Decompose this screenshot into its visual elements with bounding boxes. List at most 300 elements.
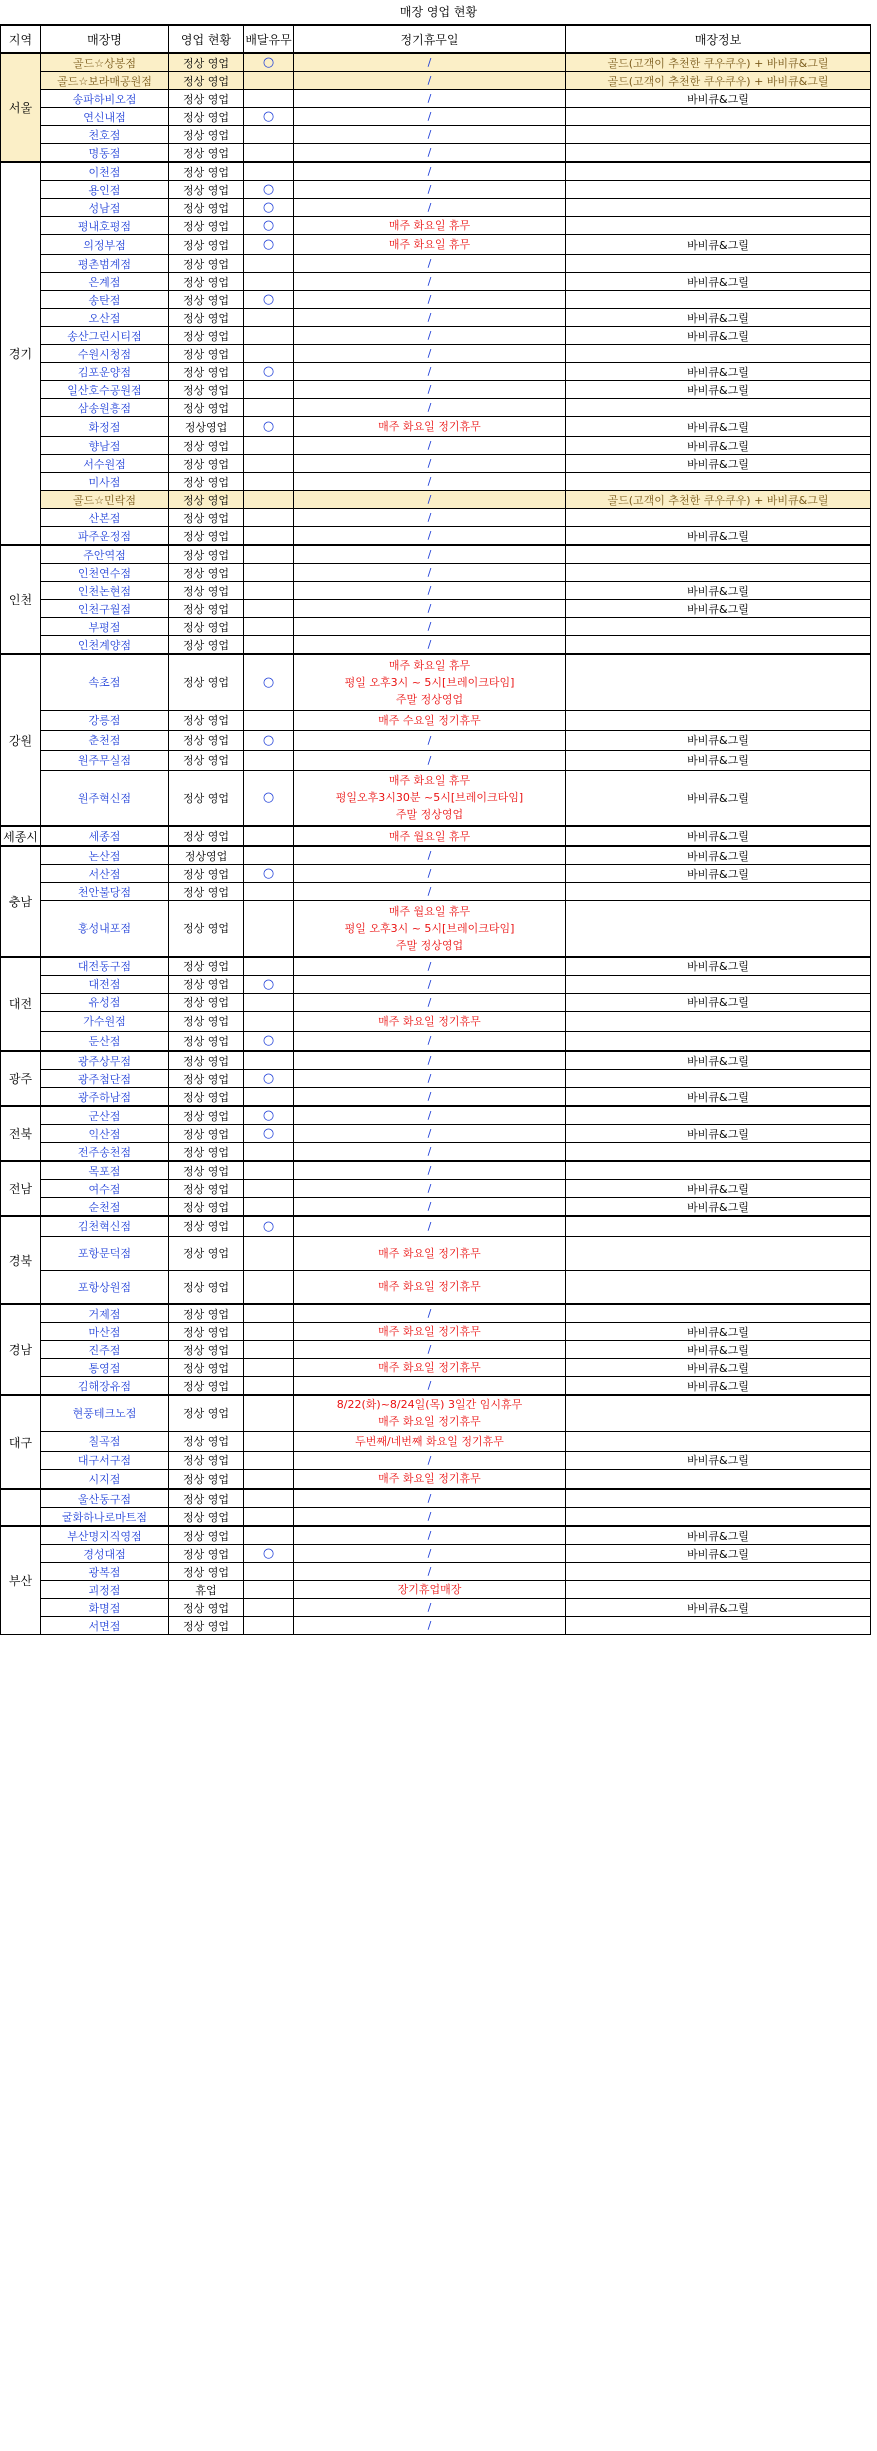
store-info: 바비큐&그릴 bbox=[566, 1377, 871, 1396]
store-status: 정상 영업 bbox=[169, 1526, 244, 1545]
store-info bbox=[566, 710, 871, 730]
store-status: 정상 영업 bbox=[169, 975, 244, 993]
holiday-cell bbox=[294, 1180, 566, 1198]
holiday-none: / bbox=[427, 347, 432, 360]
store-info bbox=[566, 1106, 871, 1125]
store-name: 유성점 bbox=[41, 993, 169, 1011]
store-status: 정상 영업 bbox=[169, 1599, 244, 1617]
store-info bbox=[566, 1143, 871, 1162]
holiday-cell bbox=[294, 1198, 566, 1217]
holiday-line: 평일 오후3시 ~ 5시[브레이크타임] bbox=[344, 675, 515, 689]
table-row bbox=[1, 1377, 871, 1396]
delivery-cell bbox=[244, 1088, 294, 1107]
holiday-cell bbox=[294, 144, 566, 163]
holiday-cell bbox=[294, 1395, 566, 1431]
holiday-line: 매주 화요일 정기휴무 bbox=[378, 1014, 481, 1028]
holiday-cell bbox=[294, 181, 566, 199]
store-status: 정상 영업 bbox=[169, 770, 244, 826]
store-status: 정상 영업 bbox=[169, 957, 244, 976]
holiday-cell bbox=[294, 72, 566, 90]
delivery-cell bbox=[244, 1143, 294, 1162]
delivery-cell bbox=[244, 636, 294, 655]
holiday-none: / bbox=[427, 1109, 432, 1122]
store-name: 속초점 bbox=[41, 654, 169, 710]
table-row bbox=[1, 730, 871, 750]
store-info bbox=[566, 473, 871, 491]
delivery-cell bbox=[244, 770, 294, 826]
delivery-mark: ○ bbox=[262, 1071, 275, 1086]
header-status: 영업 현황 bbox=[169, 25, 244, 53]
store-name: 평내호평점 bbox=[41, 217, 169, 235]
holiday-line: 매주 화요일 휴무 bbox=[388, 774, 471, 788]
holiday-cell bbox=[294, 53, 566, 72]
holiday-line: 평일오후3시30분 ~5시[브레이크타임] bbox=[335, 791, 524, 805]
store-status: 정상 영업 bbox=[169, 618, 244, 636]
holiday-line: 두번째/네번째 화요일 정기휴무 bbox=[355, 1434, 504, 1448]
store-name: 둔산점 bbox=[41, 1031, 169, 1051]
holiday-cell bbox=[294, 327, 566, 345]
holiday-none: / bbox=[427, 977, 432, 991]
store-name: 진주점 bbox=[41, 1341, 169, 1359]
delivery-mark: ○ bbox=[262, 1033, 275, 1049]
table-row bbox=[1, 199, 871, 217]
delivery-cell bbox=[244, 399, 294, 417]
delivery-cell bbox=[244, 1270, 294, 1304]
delivery-cell bbox=[244, 957, 294, 976]
holiday-cell bbox=[294, 1304, 566, 1323]
store-name: 이천점 bbox=[41, 162, 169, 181]
delivery-cell bbox=[244, 1031, 294, 1051]
holiday-cell bbox=[294, 901, 566, 957]
store-status: 정상 영업 bbox=[169, 993, 244, 1011]
store-table bbox=[0, 24, 871, 1635]
delivery-cell bbox=[244, 846, 294, 865]
store-name: 시지점 bbox=[41, 1469, 169, 1489]
holiday-cell bbox=[294, 1599, 566, 1617]
region-cell: 경북 bbox=[1, 1216, 41, 1304]
store-status: 정상 영업 bbox=[169, 1431, 244, 1451]
header-store-name: 매장명 bbox=[41, 25, 169, 53]
store-status: 정상 영업 bbox=[169, 273, 244, 291]
holiday-cell bbox=[294, 1161, 566, 1180]
delivery-mark: ○ bbox=[262, 237, 275, 252]
delivery-mark: ○ bbox=[262, 292, 275, 307]
holiday-cell bbox=[294, 417, 566, 437]
holiday-cell bbox=[294, 1216, 566, 1236]
delivery-cell bbox=[244, 975, 294, 993]
delivery-mark: ○ bbox=[262, 109, 275, 124]
holiday-cell bbox=[294, 235, 566, 255]
store-status: 정상 영업 bbox=[169, 582, 244, 600]
store-name: 의정부점 bbox=[41, 235, 169, 255]
store-name: 김포운양점 bbox=[41, 363, 169, 381]
store-info: 바비큐&그릴 bbox=[566, 417, 871, 437]
holiday-none: / bbox=[427, 529, 432, 542]
store-info bbox=[566, 883, 871, 901]
store-name: 연신내점 bbox=[41, 108, 169, 126]
store-name: 파주운정점 bbox=[41, 527, 169, 546]
delivery-mark: ○ bbox=[262, 1108, 275, 1123]
delivery-cell bbox=[244, 126, 294, 144]
delivery-cell bbox=[244, 993, 294, 1011]
store-status: 정상 영업 bbox=[169, 1088, 244, 1107]
store-name: 골드☆보라매공원점 bbox=[41, 72, 169, 90]
store-name: 산본점 bbox=[41, 509, 169, 527]
store-name: 칠곡점 bbox=[41, 1431, 169, 1451]
delivery-mark: ○ bbox=[262, 182, 275, 197]
store-info: 골드(고객이 추천한 쿠우쿠우) + 바비큐&그릴 bbox=[566, 72, 871, 90]
holiday-none: / bbox=[427, 849, 432, 862]
holiday-cell bbox=[294, 437, 566, 455]
holiday-cell bbox=[294, 1270, 566, 1304]
table-row bbox=[1, 1545, 871, 1563]
header-delivery: 배달유무 bbox=[244, 25, 294, 53]
table-row bbox=[1, 883, 871, 901]
holiday-none: / bbox=[427, 1164, 432, 1177]
table-row bbox=[1, 1563, 871, 1581]
holiday-cell bbox=[294, 1143, 566, 1162]
delivery-cell bbox=[244, 1198, 294, 1217]
store-name: 인천구월점 bbox=[41, 600, 169, 618]
region-cell: 대전 bbox=[1, 957, 41, 1052]
delivery-cell bbox=[244, 345, 294, 363]
store-name: 울산동구점 bbox=[41, 1489, 169, 1508]
store-info bbox=[566, 1236, 871, 1270]
holiday-cell bbox=[294, 90, 566, 108]
delivery-cell bbox=[244, 473, 294, 491]
store-info: 바비큐&그릴 bbox=[566, 1180, 871, 1198]
delivery-cell bbox=[244, 162, 294, 181]
table-row bbox=[1, 126, 871, 144]
store-status: 정상 영업 bbox=[169, 564, 244, 582]
delivery-mark: ○ bbox=[262, 866, 275, 881]
table-row bbox=[1, 1469, 871, 1489]
holiday-cell bbox=[294, 1070, 566, 1088]
store-info bbox=[566, 1216, 871, 1236]
holiday-none: / bbox=[427, 885, 432, 898]
store-status: 정상 영업 bbox=[169, 826, 244, 846]
holiday-cell bbox=[294, 255, 566, 273]
delivery-cell bbox=[244, 217, 294, 235]
delivery-cell bbox=[244, 1051, 294, 1070]
store-info bbox=[566, 345, 871, 363]
delivery-mark: ○ bbox=[262, 218, 275, 233]
store-info: 바비큐&그릴 bbox=[566, 327, 871, 345]
table-row bbox=[1, 1451, 871, 1469]
store-status: 정상 영업 bbox=[169, 527, 244, 546]
store-name: 괴정점 bbox=[41, 1581, 169, 1599]
store-info bbox=[566, 545, 871, 564]
region-cell: 전남 bbox=[1, 1161, 41, 1216]
holiday-cell bbox=[294, 1031, 566, 1051]
store-name: 포항문덕점 bbox=[41, 1236, 169, 1270]
store-name: 광주첨단점 bbox=[41, 1070, 169, 1088]
table-row bbox=[1, 1617, 871, 1635]
table-row bbox=[1, 1431, 871, 1451]
store-info: 바비큐&그릴 bbox=[566, 993, 871, 1011]
delivery-cell bbox=[244, 600, 294, 618]
store-status: 정상 영업 bbox=[169, 162, 244, 181]
store-status: 정상 영업 bbox=[169, 636, 244, 655]
delivery-cell bbox=[244, 1599, 294, 1617]
region-cell: 인천 bbox=[1, 545, 41, 654]
delivery-cell bbox=[244, 181, 294, 199]
page-title: 매장 영업 현황 bbox=[399, 5, 478, 19]
store-status: 정상 영업 bbox=[169, 600, 244, 618]
holiday-none: / bbox=[427, 511, 432, 524]
store-info: 바비큐&그릴 bbox=[566, 527, 871, 546]
region-cell: 충남 bbox=[1, 846, 41, 957]
store-info bbox=[566, 618, 871, 636]
store-info: 바비큐&그릴 bbox=[566, 309, 871, 327]
holiday-none: / bbox=[427, 1145, 432, 1158]
store-name: 인천논현점 bbox=[41, 582, 169, 600]
holiday-cell bbox=[294, 846, 566, 865]
table-row bbox=[1, 1236, 871, 1270]
holiday-none: / bbox=[427, 1127, 432, 1140]
table-row bbox=[1, 826, 871, 846]
store-info: 바비큐&그릴 bbox=[566, 846, 871, 865]
store-name: 경성대점 bbox=[41, 1545, 169, 1563]
store-status: 정상 영업 bbox=[169, 1377, 244, 1396]
delivery-cell bbox=[244, 509, 294, 527]
store-info: 바비큐&그릴 bbox=[566, 730, 871, 750]
header-store-info: 매장정보 bbox=[566, 25, 871, 53]
store-name: 세종점 bbox=[41, 826, 169, 846]
store-status: 정상 영업 bbox=[169, 1545, 244, 1563]
holiday-none: / bbox=[427, 1619, 432, 1632]
holiday-cell bbox=[294, 826, 566, 846]
store-name: 대전점 bbox=[41, 975, 169, 993]
table-row bbox=[1, 618, 871, 636]
store-status: 정상 영업 bbox=[169, 1508, 244, 1527]
table-row bbox=[1, 527, 871, 546]
store-info bbox=[566, 901, 871, 957]
holiday-line: 매주 화요일 휴무 bbox=[388, 238, 471, 251]
store-info bbox=[566, 975, 871, 993]
store-status: 정상 영업 bbox=[169, 1216, 244, 1236]
delivery-cell bbox=[244, 865, 294, 883]
store-info bbox=[566, 1031, 871, 1051]
delivery-cell bbox=[244, 1431, 294, 1451]
holiday-cell bbox=[294, 1581, 566, 1599]
table-row bbox=[1, 545, 871, 564]
holiday-cell bbox=[294, 473, 566, 491]
store-name: 부산명지직영점 bbox=[41, 1526, 169, 1545]
holiday-none: / bbox=[427, 1307, 432, 1320]
store-name: 군산점 bbox=[41, 1106, 169, 1125]
delivery-mark: ○ bbox=[262, 1546, 275, 1561]
store-info bbox=[566, 162, 871, 181]
delivery-cell bbox=[244, 1469, 294, 1489]
header-row bbox=[1, 25, 871, 53]
region-cell: 광주 bbox=[1, 1051, 41, 1106]
holiday-none: / bbox=[427, 1529, 432, 1542]
delivery-cell bbox=[244, 437, 294, 455]
delivery-cell bbox=[244, 527, 294, 546]
table-row bbox=[1, 381, 871, 399]
store-status: 정상 영업 bbox=[169, 235, 244, 255]
delivery-cell bbox=[244, 883, 294, 901]
delivery-cell bbox=[244, 750, 294, 770]
store-name: 화정점 bbox=[41, 417, 169, 437]
store-status: 정상 영업 bbox=[169, 1395, 244, 1431]
store-info: 골드(고객이 추천한 쿠우쿠우) + 바비큐&그릴 bbox=[566, 53, 871, 72]
store-info bbox=[566, 1617, 871, 1635]
table-row bbox=[1, 1270, 871, 1304]
table-row bbox=[1, 750, 871, 770]
table-row bbox=[1, 1106, 871, 1125]
store-info bbox=[566, 217, 871, 235]
holiday-cell bbox=[294, 564, 566, 582]
store-name: 삼송원흥점 bbox=[41, 399, 169, 417]
table-row bbox=[1, 455, 871, 473]
holiday-none: / bbox=[427, 1343, 432, 1356]
store-name: 순천점 bbox=[41, 1198, 169, 1217]
store-name: 서수원점 bbox=[41, 455, 169, 473]
store-status: 정상 영업 bbox=[169, 1125, 244, 1143]
store-status: 정상영업 bbox=[169, 417, 244, 437]
delivery-cell bbox=[244, 1011, 294, 1031]
store-status: 정상 영업 bbox=[169, 363, 244, 381]
store-info: 바비큐&그릴 bbox=[566, 826, 871, 846]
store-name: 광주상무점 bbox=[41, 1051, 169, 1070]
delivery-mark: ○ bbox=[262, 1218, 275, 1234]
holiday-cell bbox=[294, 600, 566, 618]
store-status: 정상 영업 bbox=[169, 1070, 244, 1088]
table-row bbox=[1, 1508, 871, 1527]
holiday-none: / bbox=[427, 1034, 432, 1048]
header-holiday: 정기휴무일 bbox=[294, 25, 566, 53]
store-name: 향남점 bbox=[41, 437, 169, 455]
store-name: 포항상원점 bbox=[41, 1270, 169, 1304]
holiday-none: / bbox=[427, 638, 432, 651]
holiday-cell bbox=[294, 309, 566, 327]
store-info bbox=[566, 126, 871, 144]
holiday-line: 주말 정상영업 bbox=[395, 938, 464, 952]
store-name: 대구서구점 bbox=[41, 1451, 169, 1469]
table-row bbox=[1, 1581, 871, 1599]
holiday-cell bbox=[294, 399, 566, 417]
delivery-cell bbox=[244, 564, 294, 582]
table-row bbox=[1, 1599, 871, 1617]
holiday-cell bbox=[294, 1106, 566, 1125]
table-row bbox=[1, 1088, 871, 1107]
store-info bbox=[566, 1489, 871, 1508]
store-info: 바비큐&그릴 bbox=[566, 273, 871, 291]
table-row bbox=[1, 865, 871, 883]
holiday-none: / bbox=[427, 311, 432, 324]
holiday-none: / bbox=[427, 1565, 432, 1578]
store-info: 바비큐&그릴 bbox=[566, 1341, 871, 1359]
store-name: 광주하남점 bbox=[41, 1088, 169, 1107]
store-name: 굴화하나로마트점 bbox=[41, 1508, 169, 1527]
store-info bbox=[566, 636, 871, 655]
holiday-line: 주말 정상영업 bbox=[395, 692, 464, 706]
store-info: 바비큐&그릴 bbox=[566, 1526, 871, 1545]
delivery-cell bbox=[244, 327, 294, 345]
holiday-cell bbox=[294, 1431, 566, 1451]
delivery-cell bbox=[244, 1304, 294, 1323]
store-info: 바비큐&그릴 bbox=[566, 582, 871, 600]
store-info bbox=[566, 291, 871, 309]
table-row bbox=[1, 1489, 871, 1508]
holiday-none: / bbox=[427, 439, 432, 452]
store-status: 정상 영업 bbox=[169, 473, 244, 491]
table-row bbox=[1, 654, 871, 710]
store-info bbox=[566, 181, 871, 199]
table-row bbox=[1, 1526, 871, 1545]
delivery-cell bbox=[244, 108, 294, 126]
holiday-cell bbox=[294, 636, 566, 655]
store-name: 전주송천점 bbox=[41, 1143, 169, 1162]
store-status: 정상 영업 bbox=[169, 1031, 244, 1051]
store-status: 정상 영업 bbox=[169, 217, 244, 235]
store-info bbox=[566, 1161, 871, 1180]
region-cell: 세종시 bbox=[1, 826, 41, 846]
store-info: 바비큐&그릴 bbox=[566, 455, 871, 473]
store-name: 명동점 bbox=[41, 144, 169, 163]
table-row bbox=[1, 1304, 871, 1323]
holiday-none: / bbox=[427, 995, 432, 1009]
delivery-cell bbox=[244, 291, 294, 309]
table-row bbox=[1, 1323, 871, 1341]
table-row bbox=[1, 181, 871, 199]
store-status: 정상 영업 bbox=[169, 1617, 244, 1635]
store-name: 천안불당점 bbox=[41, 883, 169, 901]
store-info: 바비큐&그릴 bbox=[566, 1545, 871, 1563]
table-row bbox=[1, 144, 871, 163]
table-row bbox=[1, 273, 871, 291]
store-status: 정상 영업 bbox=[169, 491, 244, 509]
store-status: 정상 영업 bbox=[169, 730, 244, 750]
store-status: 정상 영업 bbox=[169, 883, 244, 901]
holiday-none: / bbox=[427, 401, 432, 414]
delivery-cell bbox=[244, 309, 294, 327]
holiday-none: / bbox=[427, 275, 432, 288]
holiday-none: / bbox=[427, 475, 432, 488]
delivery-cell bbox=[244, 381, 294, 399]
store-info bbox=[566, 144, 871, 163]
region-cell: 부산 bbox=[1, 1526, 41, 1635]
holiday-line: 매주 월요일 휴무 bbox=[388, 904, 471, 918]
store-info: 바비큐&그릴 bbox=[566, 437, 871, 455]
holiday-cell bbox=[294, 509, 566, 527]
store-info: 바비큐&그릴 bbox=[566, 1051, 871, 1070]
store-name: 원주무실점 bbox=[41, 750, 169, 770]
delivery-mark: ○ bbox=[262, 200, 275, 215]
holiday-none: / bbox=[427, 257, 432, 270]
store-info bbox=[566, 255, 871, 273]
store-name: 수원시청점 bbox=[41, 345, 169, 363]
holiday-cell bbox=[294, 162, 566, 181]
table-row bbox=[1, 770, 871, 826]
table-row bbox=[1, 1341, 871, 1359]
store-name: 용인점 bbox=[41, 181, 169, 199]
table-row bbox=[1, 582, 871, 600]
store-status: 정상 영업 bbox=[169, 509, 244, 527]
store-status: 정상 영업 bbox=[169, 255, 244, 273]
delivery-cell bbox=[244, 273, 294, 291]
delivery-cell bbox=[244, 1526, 294, 1545]
store-rows bbox=[1, 53, 871, 1635]
store-status: 정상 영업 bbox=[169, 1359, 244, 1377]
delivery-cell bbox=[244, 1106, 294, 1125]
store-name: 주안역점 bbox=[41, 545, 169, 564]
delivery-cell bbox=[244, 618, 294, 636]
store-name: 목포점 bbox=[41, 1161, 169, 1180]
store-status: 정상 영업 bbox=[169, 1180, 244, 1198]
